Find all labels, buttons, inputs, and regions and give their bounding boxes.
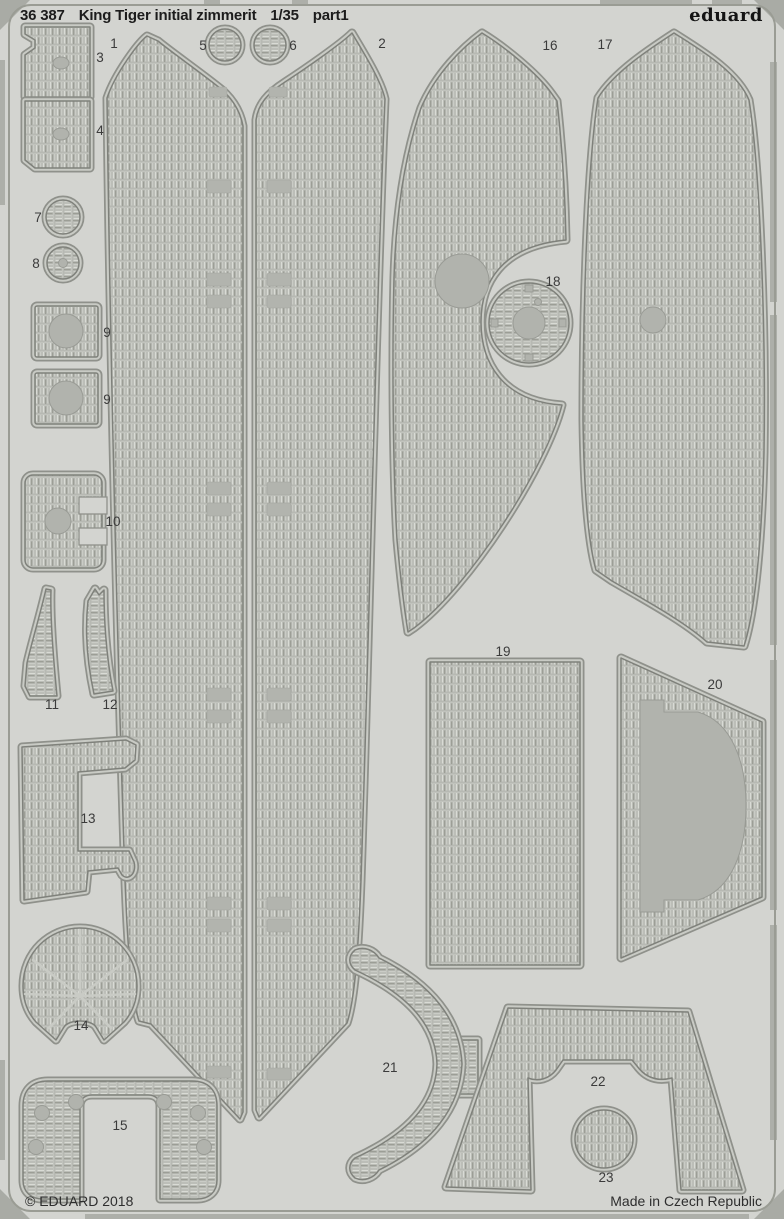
copyright-text: © EDUARD 2018	[25, 1193, 134, 1209]
part-label-15: 15	[112, 1118, 128, 1133]
part-label-12: 12	[102, 697, 118, 712]
part-3-shape	[25, 27, 90, 97]
part-10-shape	[25, 475, 107, 568]
part-label-19: 19	[495, 644, 511, 659]
part-20-shape	[621, 658, 762, 958]
part-9a-shape	[35, 306, 98, 357]
part-label-22: 22	[590, 1074, 606, 1089]
part-label-10: 10	[105, 514, 121, 529]
part-6-shape	[254, 29, 286, 61]
part-23-shape	[575, 1110, 633, 1168]
part-11-shape	[25, 589, 57, 696]
part-label-6: 6	[289, 38, 297, 53]
part-18-shape	[489, 283, 569, 363]
part-label-14: 14	[73, 1018, 89, 1033]
part-15-shape	[23, 1081, 217, 1199]
part-label-9a: 9	[103, 325, 111, 340]
part-label-4: 4	[96, 123, 104, 138]
part-17-shape	[583, 33, 764, 646]
scale-text: 1/35	[270, 7, 299, 24]
part-label-23: 23	[598, 1170, 614, 1185]
part-19-shape	[430, 662, 580, 965]
part-label-5: 5	[199, 38, 207, 53]
part-label-11: 11	[44, 697, 60, 712]
header	[20, 7, 348, 24]
part-label-18: 18	[545, 274, 561, 289]
part-indicator: part1	[312, 7, 349, 24]
part-label-21: 21	[382, 1060, 398, 1075]
part-label-13: 13	[80, 811, 96, 826]
part-label-8: 8	[32, 256, 40, 271]
part-label-3: 3	[96, 50, 104, 65]
catalog-number: 36 387	[20, 7, 65, 24]
made-in-text: Made in Czech Republic	[610, 1193, 762, 1209]
part-label-16: 16	[542, 38, 558, 53]
part-7-shape	[46, 200, 80, 234]
part-label-2: 2	[378, 36, 386, 51]
part-label-9b: 9	[103, 392, 111, 407]
part-9b-shape	[35, 373, 98, 424]
part-8-shape	[47, 247, 79, 279]
part-5-shape	[209, 29, 241, 61]
part-label-17: 17	[597, 37, 613, 52]
part-label-7: 7	[34, 210, 42, 225]
part-label-1: 1	[110, 36, 118, 51]
eduard-logo: eduard	[689, 5, 763, 26]
part-12-shape	[87, 589, 113, 694]
part-4-shape	[25, 101, 90, 168]
part-label-20: 20	[707, 677, 723, 692]
page-title: King Tiger initial zimmerit	[78, 7, 257, 24]
